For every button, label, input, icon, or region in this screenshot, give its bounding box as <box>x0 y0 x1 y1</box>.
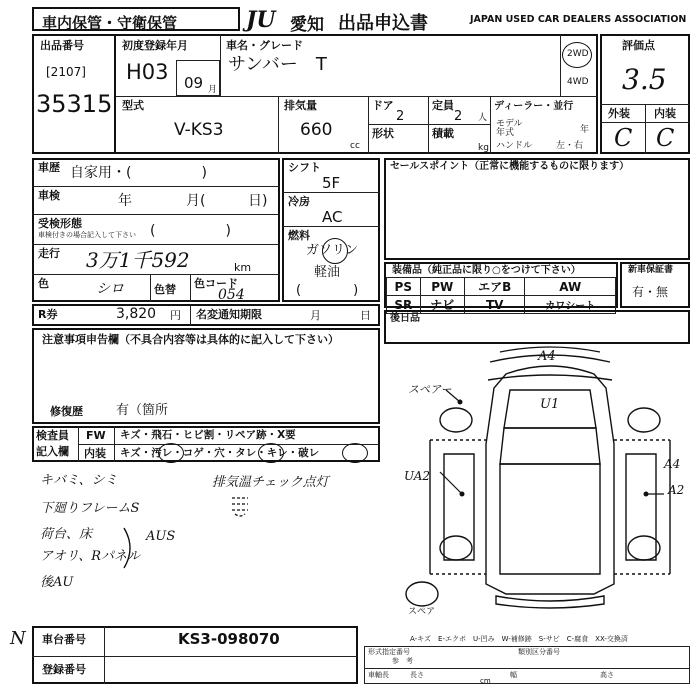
row-divider <box>368 124 490 125</box>
equipment-item: ナビ <box>420 296 464 314</box>
fw-items: キズ・飛石・ヒビ割・リペア跡・X要 <box>120 429 296 441</box>
doors-value: 2 <box>396 109 405 124</box>
type-designation-label: 形式指定番号 <box>368 648 410 656</box>
axle-length-label: 車軸長 <box>368 671 389 679</box>
fuel-gasoline: ガソリン <box>306 243 359 258</box>
inspector-label: 検査員 <box>36 429 69 442</box>
equipment-item: カワシート <box>525 296 616 314</box>
spare-bottom-label: スペア <box>408 607 436 617</box>
warning-lamp-icon <box>228 492 252 518</box>
notice-month: 月 <box>310 309 321 322</box>
color-label: 色 <box>38 277 49 290</box>
col-divider <box>278 96 279 154</box>
first-reg-month: 09 <box>184 74 204 92</box>
tax-label: R券 <box>38 308 58 321</box>
fuel-diesel: 軽油 <box>314 265 341 280</box>
equipment-grid <box>386 277 616 314</box>
row-divider <box>282 226 380 227</box>
tax-value: 3,820 <box>116 306 157 322</box>
row-divider <box>32 274 280 275</box>
storage-badge <box>32 7 240 31</box>
cooling-label: 冷房 <box>288 195 310 208</box>
receipt-label: 受検形態 <box>38 217 82 230</box>
handwritten-note: 排気温チェック点灯 <box>212 475 329 490</box>
new-warranty-value: 有・無 <box>632 285 669 299</box>
inspection-year-unit: 年 <box>118 193 132 209</box>
col-divider <box>114 426 115 462</box>
col-divider <box>428 96 429 154</box>
col-divider <box>645 104 646 154</box>
ju-logo <box>246 7 292 31</box>
damage-a2: A2 <box>668 483 685 497</box>
equipment-item: AW <box>525 278 616 296</box>
displacement-unit: cc <box>350 141 360 151</box>
row-divider <box>78 444 380 445</box>
handwritten-note: 荷台、床 <box>40 527 93 542</box>
sales-point-box <box>384 158 690 260</box>
cm-unit: cm <box>480 677 491 685</box>
new-warranty-label: 新車保証書 <box>628 265 674 275</box>
displacement-value: 660 <box>300 120 333 140</box>
shape-label: 形状 <box>372 127 394 140</box>
interior-grade: C <box>656 124 675 152</box>
caution-label: 注意事項申告欄（不具合内容等は具体的に記入して下さい） <box>42 333 339 346</box>
inspector-entry-label: 記入欄 <box>36 445 69 458</box>
interior-check-label: 内装 <box>84 447 106 460</box>
category-number-label: 類別区分番号 <box>518 648 560 656</box>
length-label: 長さ <box>410 671 424 679</box>
drive-2wd: 2WD <box>567 49 589 59</box>
equipment-item: TV <box>464 296 525 314</box>
repair-label: 修復歴 <box>50 405 83 418</box>
car-name-value: サンバー T <box>228 54 327 75</box>
handle-label: ハンドル <box>496 141 533 151</box>
mileage-value: 3万1千592 <box>86 248 190 272</box>
model-label: 型式 <box>122 99 144 112</box>
damage-u1: U1 <box>540 397 560 412</box>
load-label: 積載 <box>432 127 454 140</box>
exterior-grade: C <box>614 124 633 152</box>
interior-check-items: キズ・汚レ・コゲ・穴・タレ・キレ・破レ <box>120 447 320 459</box>
interior-label: 内装 <box>654 107 676 120</box>
handle-value: 左・右 <box>556 141 584 151</box>
row-divider <box>32 656 358 657</box>
first-reg-year: H03 <box>126 60 169 84</box>
drive-circle <box>562 42 592 68</box>
handwritten-note: 下廻りフレームS <box>40 501 140 516</box>
score-label: 評価点 <box>622 39 655 52</box>
damage-a4-side: A4 <box>664 457 681 471</box>
load-unit: kg <box>478 143 489 153</box>
first-reg-label: 初度登録年月 <box>122 39 188 52</box>
inspection-month-unit: 月( <box>186 193 206 209</box>
mileage-unit: km <box>234 261 252 274</box>
row-divider <box>364 668 690 669</box>
color-code-label: 色コード <box>194 277 238 290</box>
col-divider <box>104 626 105 684</box>
notice-label: 名変通知期限 <box>196 308 262 321</box>
row-divider <box>32 244 280 245</box>
repair-value: 有（箇所 <box>116 403 169 418</box>
row-divider <box>282 192 380 193</box>
col-divider <box>150 274 151 302</box>
later-items-box <box>384 310 690 344</box>
cooling-value: AC <box>322 208 343 226</box>
exterior-label: 外装 <box>608 107 630 120</box>
chassis-label: 車台番号 <box>42 633 86 646</box>
bracket-mark <box>120 526 144 570</box>
col-divider <box>190 274 191 302</box>
col-divider <box>190 304 191 326</box>
circle-mark <box>158 443 184 463</box>
reference-label: 参 考 <box>392 657 413 665</box>
form-title: 出品申込書 <box>338 13 428 34</box>
model-year-label: モデル年式 <box>496 119 523 138</box>
tax-unit: 円 <box>170 309 181 322</box>
lot-sub-number: [2107] <box>46 65 86 79</box>
row-divider <box>116 96 598 97</box>
chassis-value: KS3-098070 <box>178 630 280 648</box>
damage-legend: A-キズ E-エクボ U-凹み W-補修跡 S-サビ C-腐食 XX-交換済 <box>410 635 628 643</box>
width-label: 幅 <box>510 671 517 679</box>
handwritten-note: AUS <box>146 529 176 544</box>
lot-label: 出品番号 <box>40 39 84 52</box>
displacement-label: 排気量 <box>284 99 317 112</box>
notice-day: 日 <box>360 309 371 322</box>
org-english: JAPAN USED CAR DEALERS ASSOCIATION <box>470 14 687 25</box>
col-divider <box>490 96 491 154</box>
org-region: 愛知 <box>290 15 324 35</box>
capacity-unit: 人 <box>478 113 488 123</box>
doors-label: ドア <box>372 99 394 112</box>
col-divider <box>560 34 561 96</box>
spare-top-label: スペアー <box>408 383 452 396</box>
circle-mark <box>258 443 284 463</box>
first-reg-month-unit: 月 <box>208 85 218 95</box>
col-divider <box>78 426 79 462</box>
history-label: 車歴 <box>38 161 60 174</box>
history-value: 自家用・( ) <box>70 165 207 181</box>
handwritten-note: キバミ、シミ <box>40 473 118 488</box>
equipment-item: エアB <box>464 278 525 296</box>
fuel-circle <box>322 238 348 264</box>
equipment-item: PW <box>420 278 464 296</box>
color-value: シロ <box>96 281 124 297</box>
shift-value: 5F <box>322 174 341 192</box>
equipment-label: 装備品（純正品に限り○をつけて下さい） <box>392 265 581 276</box>
circle-mark <box>342 443 368 463</box>
shift-label: シフト <box>288 161 321 174</box>
inspection-label: 車検 <box>38 189 60 202</box>
row-divider <box>32 214 280 215</box>
capacity-label: 定員 <box>432 99 454 112</box>
capacity-value: 2 <box>454 109 463 124</box>
receipt-note: 車検付きの場合記入して下さい <box>38 231 136 239</box>
storage-badge-text: 車内保管・守衛保管 <box>42 14 178 32</box>
damage-a4-top: A4 <box>538 349 556 364</box>
sales-point-label: セールスポイント（正常に機能するものに限ります） <box>390 161 630 172</box>
lot-number: 35315 <box>36 90 113 118</box>
dealer-label: ディーラー・並行 <box>494 101 574 112</box>
row-divider <box>32 186 280 187</box>
equipment-item: SR <box>387 296 421 314</box>
damage-ua2: UA2 <box>404 469 431 483</box>
inspection-day-unit: 日) <box>248 193 268 209</box>
handwritten-note: 後AU <box>40 575 74 590</box>
fuel-label: 燃料 <box>288 229 310 242</box>
col-divider <box>220 34 221 96</box>
model-year-unit: 年 <box>580 125 590 135</box>
later-items-label: 後日品 <box>390 313 420 324</box>
model-value: V-KS3 <box>174 120 224 140</box>
reg-number-label: 登録番号 <box>42 663 86 676</box>
col-divider <box>368 96 369 154</box>
equipment-item: PS <box>387 278 421 296</box>
ju-logo-text: JU <box>246 7 276 33</box>
fw-label: FW <box>86 429 106 442</box>
handwritten-note: アオリ、Rパネル <box>40 549 141 564</box>
receipt-value: ( ) <box>150 223 231 239</box>
mileage-label: 走行 <box>38 247 60 260</box>
color-code-value: 054 <box>218 287 245 303</box>
score-value: 3.5 <box>622 63 667 96</box>
drive-4wd: 4WD <box>567 77 589 87</box>
fuel-other: ( ) <box>296 283 359 298</box>
car-name-label: 車名・グレード <box>226 39 303 52</box>
color-change-label: 色替 <box>154 283 176 296</box>
height-label: 高さ <box>600 671 614 679</box>
handwritten-mark: N <box>10 628 26 649</box>
